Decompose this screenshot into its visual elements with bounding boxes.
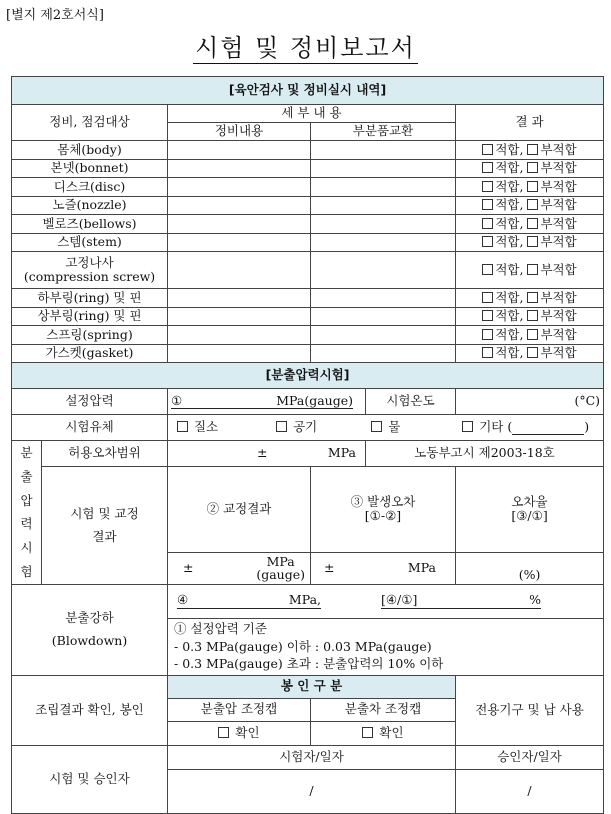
ok-label: 적합, [495, 261, 524, 277]
blowdown-pct: % [529, 592, 541, 608]
checkbox-icon [371, 421, 382, 432]
tester-date-field[interactable] [168, 769, 456, 813]
blowdown-mark4: ④ [177, 592, 189, 608]
gen-error-formula: [①-②] [364, 508, 402, 524]
checkbox-icon [527, 218, 538, 229]
inspection-row [12, 141, 604, 160]
item-subname: (compression screw) [23, 269, 156, 284]
blowdown-ko: 분출강하 [65, 610, 114, 625]
gen-error-label: ③ 발생오차 [350, 493, 416, 509]
item-name: 스프링(spring) [46, 326, 133, 342]
checkbox-icon [218, 727, 229, 738]
group-label-line1: 분출 [20, 445, 33, 484]
fluid-option-other[interactable] [462, 419, 589, 434]
col-work-header: 정비내용 [168, 123, 311, 141]
report-table [11, 76, 604, 814]
blowdown-basis: ① 설정압력 기준 [174, 621, 267, 637]
item-parts-cell[interactable] [311, 159, 456, 178]
blowdown-rule1: - 0.3 MPa(gauge) 이하 : 0.03 MPa(gauge) [174, 638, 432, 654]
set-pressure-mark: ① [171, 392, 183, 408]
ng-label: 부적합 [540, 289, 577, 305]
result-ok-option[interactable] [482, 308, 523, 323]
ng-label: 부적합 [540, 308, 577, 324]
error-rate-header [456, 467, 604, 553]
result-ng-option[interactable] [527, 327, 576, 342]
checkbox-icon [527, 310, 538, 321]
fluid-air-label: 공기 [293, 418, 318, 434]
ok-label: 적합, [495, 197, 524, 213]
inspection-item-name [12, 178, 168, 197]
blowdown-field[interactable] [168, 584, 604, 618]
item-parts-cell[interactable] [311, 289, 456, 308]
section-visual-inspection-header: [육안검사 및 정비실시 내역] [12, 77, 604, 105]
error-rate-unit: (%) [518, 566, 541, 582]
checkbox-icon [482, 310, 493, 321]
cap1-label: 분출압 조정캡 [168, 698, 311, 721]
item-work-cell[interactable] [168, 141, 311, 160]
ng-label: 부적합 [540, 197, 577, 213]
ok-label: 적합, [495, 326, 524, 342]
pressure-test-group-label [12, 441, 42, 585]
checkbox-icon [527, 144, 538, 155]
item-work-cell[interactable] [168, 215, 311, 234]
tester-slash: / [309, 782, 314, 798]
checkbox-icon [482, 144, 493, 155]
item-parts-cell[interactable] [311, 215, 456, 234]
result-ng-option[interactable] [527, 345, 576, 360]
inspection-row [12, 196, 604, 215]
form-number: [별지 제2호서식] [6, 8, 104, 23]
result-ng-option[interactable] [527, 179, 576, 194]
inspection-row [12, 307, 604, 326]
item-parts-cell[interactable] [311, 178, 456, 197]
group-label-line2: 압력 [20, 492, 33, 532]
inspection-row [12, 215, 604, 234]
ng-label: 부적합 [540, 261, 577, 277]
result-ng-option[interactable] [527, 290, 576, 305]
col-target-header: 정비, 점검대상 [12, 105, 168, 141]
item-name: 스템(stem) [57, 234, 122, 250]
approver-date-header: 승인자/일자 [456, 745, 604, 769]
item-name: 하부링(ring) 및 핀 [37, 289, 142, 305]
col-detail-header: 세 부 내 용 [168, 105, 456, 123]
title-text: 시험 및 정비보고서 [195, 34, 416, 62]
calib-pm: ± [183, 559, 194, 575]
inspection-item-name [12, 307, 168, 326]
ng-label: 부적합 [540, 326, 577, 342]
ok-label: 적합, [495, 160, 524, 176]
result-ok-option[interactable] [482, 142, 523, 157]
inspection-row [12, 344, 604, 363]
set-pressure-field[interactable] [168, 389, 366, 415]
item-result-cell [456, 141, 604, 160]
ok-label: 적합, [495, 215, 524, 231]
fluid-nitrogen-label: 질소 [193, 418, 219, 434]
generated-error-field[interactable] [311, 552, 456, 584]
cap1-confirm-label: 확인 [235, 724, 260, 740]
item-parts-cell[interactable] [311, 344, 456, 363]
result-ng-option[interactable] [527, 216, 576, 231]
result-ng-option[interactable] [527, 234, 576, 249]
item-result-cell [456, 178, 604, 197]
approver-slash: / [527, 782, 532, 798]
item-work-cell[interactable] [168, 233, 311, 252]
assembly-seal-label: 조립결과 확인, 봉인 [12, 675, 168, 745]
item-name: 벨로즈(bellows) [42, 215, 137, 231]
inspection-row [12, 252, 604, 289]
test-temp-label: 시험온도 [366, 389, 456, 415]
tolerance-unit: MPa [327, 445, 356, 461]
fluid-option-water[interactable] [371, 419, 400, 434]
item-parts-cell[interactable] [311, 307, 456, 326]
inspection-row [12, 289, 604, 308]
result-ng-option[interactable] [527, 160, 576, 175]
item-name: 본넷(bonnet) [50, 160, 129, 176]
ng-label: 부적합 [540, 160, 577, 176]
inspection-item-name [12, 344, 168, 363]
checkbox-icon [527, 162, 538, 173]
blowdown-label [12, 584, 168, 675]
result-ok-option[interactable] [482, 345, 523, 360]
checkbox-icon [276, 421, 287, 432]
item-name: 디스크(disc) [53, 178, 126, 194]
checkbox-icon [482, 347, 493, 358]
set-pressure-unit: MPa(gauge) [276, 392, 353, 408]
calib-unit-top: MPa [266, 553, 295, 569]
cap2-confirm[interactable] [311, 721, 456, 745]
tolerance-notice: 노동부고시 제2003-18호 [366, 441, 604, 467]
blowdown-criteria [168, 618, 604, 675]
item-work-cell[interactable] [168, 307, 311, 326]
item-work-cell[interactable] [168, 344, 311, 363]
result-ok-option[interactable] [482, 262, 523, 277]
result-ng-option[interactable] [527, 308, 576, 323]
tolerance-field[interactable] [168, 441, 366, 467]
test-fluid-label: 시험유체 [12, 415, 168, 441]
fluid-option-air[interactable] [276, 419, 317, 434]
ok-label: 적합, [495, 345, 524, 361]
checkbox-icon [527, 199, 538, 210]
checkbox-icon [527, 236, 538, 247]
item-work-cell[interactable] [168, 326, 311, 345]
checkbox-icon [482, 329, 493, 340]
item-result-cell [456, 196, 604, 215]
test-calib-line1: 시험 및 교정 [70, 505, 139, 521]
approver-label: 시험 및 승인자 [12, 745, 168, 813]
inspection-item-name [12, 141, 168, 160]
generated-error-header [311, 467, 456, 553]
error-rate-field[interactable] [456, 552, 604, 584]
approver-date-field[interactable] [456, 769, 604, 813]
item-work-cell[interactable] [168, 178, 311, 197]
result-ok-option[interactable] [482, 179, 523, 194]
inspection-row [12, 326, 604, 345]
blowdown-formula: [④/①] [380, 592, 418, 608]
ng-label: 부적합 [540, 141, 577, 157]
checkbox-icon [482, 218, 493, 229]
item-result-cell [456, 307, 604, 326]
blowdown-en: (Blowdown) [51, 632, 128, 648]
item-result-cell [456, 215, 604, 234]
tool-use-label: 전용기구 및 납 사용 [456, 675, 604, 745]
fluid-other-label: 기타 ( [479, 418, 513, 434]
checkbox-icon [482, 199, 493, 210]
checkbox-icon [482, 162, 493, 173]
item-work-cell[interactable] [168, 159, 311, 178]
inspection-item-name [12, 159, 168, 178]
checkbox-icon [527, 292, 538, 303]
calibration-result-field[interactable] [168, 552, 311, 584]
gen-error-unit: MPa [407, 559, 436, 575]
fluid-option-nitrogen[interactable] [177, 419, 218, 434]
item-name: 상부링(ring) 및 핀 [37, 308, 142, 324]
inspection-item-name [12, 289, 168, 308]
item-work-cell[interactable] [168, 196, 311, 215]
set-pressure-label: 설정압력 [12, 389, 168, 415]
item-name: 고정나사 [65, 254, 114, 270]
result-ok-option[interactable] [482, 234, 523, 249]
checkbox-icon [482, 264, 493, 275]
item-parts-cell[interactable] [311, 252, 456, 289]
col-result-header: 결 과 [456, 105, 604, 141]
item-parts-cell[interactable] [311, 233, 456, 252]
result-ok-option[interactable] [482, 290, 523, 305]
checkbox-icon [527, 329, 538, 340]
cap2-label: 분출차 조정캡 [311, 698, 456, 721]
item-work-cell[interactable] [168, 252, 311, 289]
blowdown-rule2: - 0.3 MPa(gauge) 초과 : 분출압력의 10% 이하 [174, 656, 444, 672]
ok-label: 적합, [495, 234, 524, 250]
item-parts-cell[interactable] [311, 141, 456, 160]
ok-label: 적합, [495, 289, 524, 305]
tolerance-pm: ± [257, 445, 268, 461]
checkbox-icon [527, 181, 538, 192]
checkbox-icon [527, 264, 538, 275]
result-ng-option[interactable] [527, 262, 576, 277]
checkbox-icon [462, 421, 473, 432]
ng-label: 부적합 [540, 178, 577, 194]
fluid-other-close: ) [584, 418, 590, 434]
checkbox-icon [482, 181, 493, 192]
inspection-row [12, 159, 604, 178]
seal-type-header: 봉 인 구 분 [168, 675, 456, 698]
page-title [0, 28, 611, 63]
item-result-cell [456, 289, 604, 308]
ng-label: 부적합 [540, 234, 577, 250]
test-temp-field[interactable] [456, 389, 604, 415]
result-ng-option[interactable] [527, 142, 576, 157]
ng-label: 부적합 [540, 215, 577, 231]
inspection-row [12, 178, 604, 197]
item-result-cell [456, 233, 604, 252]
gen-error-pm: ± [324, 559, 335, 575]
ok-label: 적합, [495, 178, 524, 194]
item-result-cell [456, 326, 604, 345]
test-calib-line2: 결과 [92, 529, 117, 545]
item-result-cell [456, 159, 604, 178]
tester-date-header: 시험자/일자 [168, 745, 456, 769]
checkbox-icon [527, 347, 538, 358]
blowdown-mpa: MPa, [288, 592, 321, 608]
fluid-water-label: 물 [388, 418, 401, 434]
checkbox-icon [482, 292, 493, 303]
test-calibration-label [42, 467, 168, 585]
tolerance-label: 허용오차범위 [42, 441, 168, 467]
ok-label: 적합, [495, 141, 524, 157]
inspection-item-name [12, 326, 168, 345]
item-name: 몸체(body) [57, 141, 122, 157]
checkbox-icon [177, 421, 188, 432]
inspection-item-name [12, 215, 168, 234]
inspection-rows [12, 141, 604, 363]
cap2-confirm-label: 확인 [379, 724, 404, 740]
item-result-cell [456, 252, 604, 289]
temp-unit: (°C) [574, 393, 601, 409]
inspection-item-name [12, 196, 168, 215]
checkbox-icon [362, 727, 373, 738]
inspection-item-name [12, 252, 168, 289]
result-ok-option[interactable] [482, 216, 523, 231]
checkbox-icon [482, 236, 493, 247]
col-parts-header: 부분품교환 [311, 123, 456, 141]
test-fluid-options [168, 415, 604, 441]
ng-label: 부적합 [540, 345, 577, 361]
item-parts-cell[interactable] [311, 196, 456, 215]
result-ng-option[interactable] [527, 197, 576, 212]
item-name: 노즐(nozzle) [52, 197, 127, 213]
calib-unit-bottom: (gauge) [256, 567, 305, 582]
error-rate-label: 오차율 [511, 493, 548, 509]
item-name: 가스켓(gasket) [45, 345, 134, 361]
item-result-cell [456, 344, 604, 363]
result-ok-option[interactable] [482, 327, 523, 342]
error-rate-formula: [③/①] [511, 508, 548, 524]
inspection-row [12, 233, 604, 252]
result-ok-option[interactable] [482, 197, 523, 212]
group-label-line3: 시험 [20, 540, 33, 579]
item-parts-cell[interactable] [311, 326, 456, 345]
ok-label: 적합, [495, 308, 524, 324]
calibration-result-header: ② 교정결과 [168, 467, 311, 553]
section-pressure-test-header: [분출압력시험] [12, 363, 604, 389]
inspection-item-name [12, 233, 168, 252]
item-work-cell[interactable] [168, 289, 311, 308]
result-ok-option[interactable] [482, 160, 523, 175]
cap1-confirm[interactable] [168, 721, 311, 745]
